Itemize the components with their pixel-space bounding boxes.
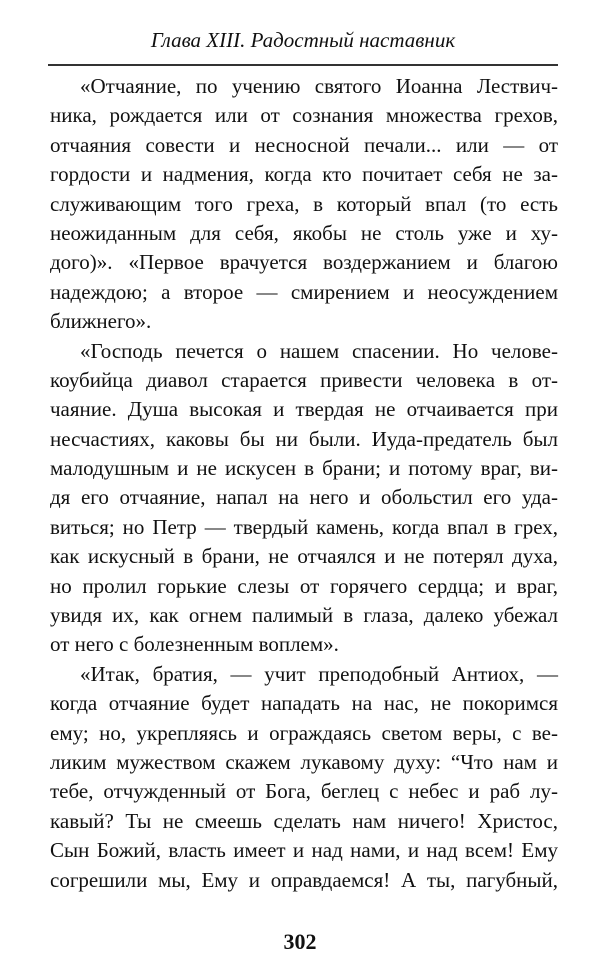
text-line: виться; но Петр — твердый камень, когда впал в грех, (50, 514, 558, 539)
text-line: от него с болезненным воплем». (50, 632, 339, 657)
running-header: Глава XIII. Радостный наставник (150, 28, 456, 52)
text-line: несчастиях, каковы бы ни были. Иуда-предатель был (50, 426, 558, 451)
text-line: служивающим того греха, в который впал (то есть (50, 191, 558, 216)
header-rule (48, 64, 558, 66)
text-line: «Господь печется о нашем спасении. Но челове- (80, 338, 558, 363)
text-line: «Отчаяние, по учению святого Иоанна Лествич- (80, 74, 558, 98)
text-line: Сын Божий, власть имеет и над нами, и над всем! Ему (50, 838, 558, 863)
text-line: кавый? Ты не смеешь сделать нам ничего! Христос, (50, 808, 558, 833)
text-line: согрешили мы, Ему и оправдаемся! А ты, пагубный, (50, 867, 558, 892)
text-line: надеждою; а второе — смирением и неосуждением (50, 279, 558, 304)
text-line: ника, рождается или от сознания множества грехов, (50, 103, 558, 128)
text-line: «Итак, братия, — учит преподобный Антиох, — (80, 661, 558, 686)
text-line: когда отчаяние будет нападать на нас, не покоримся (50, 691, 558, 716)
text-line: коубийца диавол старается привести человека в от- (50, 367, 558, 392)
text-line: дя его отчаяние, напал на него и обольстил его уда- (50, 485, 558, 510)
text-line: как искусный в брани, не отчаялся и не потерял духа, (50, 544, 558, 569)
text-line: отчаяния совести и несносной печали... или — от (50, 132, 558, 157)
text-line: дого)». «Первое врачуется воздержанием и благою (50, 250, 558, 275)
text-line: тебе, отчужденный от Бога, беглец с небес и раб лу- (50, 779, 558, 804)
text-line: ликим мужеством скажем лукавому духу: “Что нам и (50, 749, 558, 774)
text-line: чаяние. Душа высокая и твердая не отчаивается при (50, 397, 558, 422)
text-line: неожиданным для себя, якобы не столь уже и ху- (50, 220, 558, 245)
text-line: ближнего». (50, 309, 152, 334)
body-text (50, 72, 558, 895)
text-line: малодушным и не искусен в брани; и потому враг, ви- (50, 456, 558, 481)
text-line: ему; но, укрепляясь и ограждаясь светом веры, с ве- (50, 720, 558, 745)
page-number: 302 (283, 929, 317, 954)
text-line: гордости и надмения, когда кто почитает себя не за- (50, 162, 558, 187)
text-line: увидя их, как огнем палимый в глаза, далеко убежал (50, 603, 558, 628)
text-line: но пролил горькие слезы от горячего сердца; и враг, (50, 573, 558, 598)
